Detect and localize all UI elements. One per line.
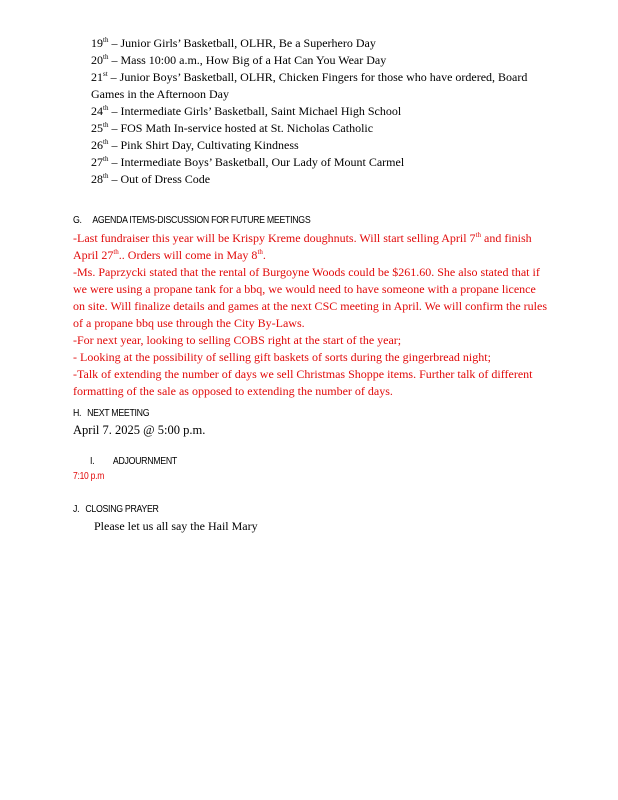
calendar-event-item bbox=[91, 52, 541, 69]
event-description: – Pink Shirt Day, Cultivating Kindness bbox=[108, 138, 299, 152]
event-day: 21 bbox=[91, 70, 103, 84]
event-day: 28 bbox=[91, 172, 103, 186]
event-day-suffix: th bbox=[103, 172, 109, 180]
calendar-event-item bbox=[91, 69, 541, 103]
calendar-event-item bbox=[91, 154, 541, 171]
event-description: – Intermediate Girls’ Basketball, Saint Michael High School bbox=[108, 104, 402, 118]
adjournment-heading bbox=[90, 456, 177, 467]
calendar-event-item bbox=[91, 171, 541, 188]
event-day-suffix: th bbox=[103, 36, 109, 44]
section-title: CLOSING PRAYER bbox=[85, 504, 159, 515]
event-description: – Out of Dress Code bbox=[108, 172, 211, 186]
event-day-suffix: th bbox=[103, 53, 109, 61]
closing-prayer-text: Please let us all say the Hail Mary bbox=[94, 519, 258, 533]
agenda-item-christmas-shoppe: -Talk of extending the number of days we sell Christmas Shoppe items. Further talk of different formatting of the sale as opposed to extending the number of days. bbox=[73, 367, 533, 398]
event-day-suffix: th bbox=[103, 121, 109, 129]
section-letter: I. bbox=[90, 456, 95, 467]
event-description: – FOS Math In-service hosted at St. Nicholas Catholic bbox=[108, 121, 374, 135]
event-description: – Mass 10:00 a.m., How Big of a Hat Can You Wear Day bbox=[108, 53, 387, 67]
calendar-event-item bbox=[91, 103, 541, 120]
event-day: 19 bbox=[91, 36, 103, 50]
event-description: – Junior Girls’ Basketball, OLHR, Be a Superhero Day bbox=[108, 36, 376, 50]
section-letter: G. bbox=[73, 215, 82, 226]
agenda-item-cobs: -For next year, looking to selling COBS right at the start of the year; bbox=[73, 333, 402, 347]
section-letter: H. bbox=[73, 408, 82, 419]
section-title: AGENDA ITEMS-DISCUSSION FOR FUTURE MEETINGS bbox=[92, 215, 311, 226]
next-meeting-heading bbox=[73, 408, 149, 419]
agenda-item-fundraiser: -Last fundraiser this year will be Krispy Kreme doughnuts. Will start selling April 7th and finish April 27th.. Orders will come in May 8th. bbox=[73, 231, 532, 262]
event-day: 25 bbox=[91, 121, 103, 135]
event-day: 20 bbox=[91, 53, 103, 67]
next-meeting-date: April 7. 2025 @ 5:00 p.m. bbox=[73, 423, 206, 437]
calendar-event-item bbox=[91, 137, 541, 154]
event-day-suffix: th bbox=[103, 104, 109, 112]
adjournment-time: 7:10 p.m bbox=[73, 471, 105, 482]
agenda-items-body bbox=[73, 230, 548, 400]
closing-prayer-heading bbox=[73, 504, 159, 515]
section-title: ADJOURNMENT bbox=[112, 456, 177, 467]
event-description: – Junior Boys’ Basketball, OLHR, Chicken Fingers for those who have ordered, Board Games in the Afternoon Day bbox=[91, 70, 528, 101]
event-description: – Intermediate Boys’ Basketball, Our Lady of Mount Carmel bbox=[108, 155, 405, 169]
events-list bbox=[91, 35, 541, 188]
calendar-event-item bbox=[91, 120, 541, 137]
calendar-event-item bbox=[91, 35, 541, 52]
agenda-item-gift-baskets: - Looking at the possibility of selling gift baskets of sorts during the gingerbread night; bbox=[73, 350, 491, 364]
event-day-suffix: th bbox=[103, 155, 109, 163]
section-letter: J. bbox=[73, 504, 80, 515]
event-day: 24 bbox=[91, 104, 103, 118]
agenda-items-heading bbox=[73, 215, 310, 226]
event-day-suffix: th bbox=[103, 138, 109, 146]
event-day: 27 bbox=[91, 155, 103, 169]
event-day: 26 bbox=[91, 138, 103, 152]
section-title: NEXT MEETING bbox=[87, 408, 150, 419]
event-day-suffix: st bbox=[103, 70, 108, 78]
agenda-item-burgoyne-woods: -Ms. Paprzycki stated that the rental of Burgoyne Woods could be $261.60. She also stated that if we were using a propane tank for a bbq, we would need to have someone with a propane licence on site. Will finalize details and games at the next CSC meeting in April. We will confirm the rules of a propane bbq use through the City By-Laws. bbox=[73, 265, 548, 330]
